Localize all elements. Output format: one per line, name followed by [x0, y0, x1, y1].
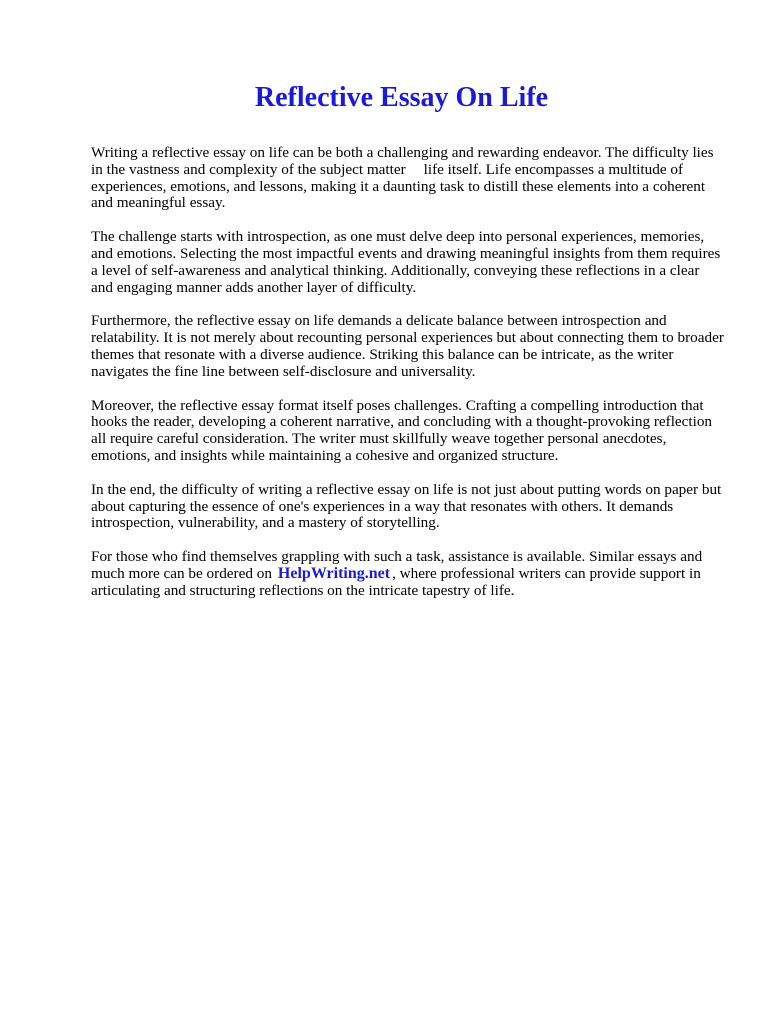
closing-after-link: , where professional writers can provide support in articulating and structuring reflections on the intricate tapestry of life. — [91, 564, 701, 599]
helpwriting-link[interactable]: HelpWriting.net — [277, 564, 391, 582]
paragraph-2: The challenge starts with introspection, as one must delve deep into personal experiences, memories, and emotions. Selecting the most impactful events and drawing meaningful insights from them requires a level of self-awareness and analytical thinking. Additionally, conveying these reflections in a clear and engaging manner adds another layer of difficulty. — [91, 228, 721, 296]
paragraph-4: Moreover, the reflective essay format itself poses challenges. Crafting a compelling introduction that hooks the reader, developing a coherent narrative, and concluding with a thought-provoking reflection all require careful consideration. The writer must skillfully weave together personal anecdotes, emotions, and insights while maintaining a cohesive and organized structure. — [91, 396, 713, 464]
paragraph-3: Furthermore, the reflective essay on life demands a delicate balance between introspection and relatability. It is not merely about recounting personal experiences but about connecting them to broader themes that resonate with a diverse audience. Striking this balance can be intricate, as the writer navigates the fine line between self-disclosure and universality. — [91, 312, 724, 380]
paragraph-1-lead: Writing a reflective essay on life can be both a challenging and rewarding endeavor. The difficulty lies in the vastness and complexity of the subject matter — [91, 144, 714, 178]
paragraph-5: In the end, the difficulty of writing a reflective essay on life is not just about putting words on paper but about capturing the essence of one's experiences in a way that resonates with others. It demands introspection, vulnerability, and a mastery of storytelling. — [91, 480, 722, 532]
page-title: Reflective Essay On Life — [254, 82, 549, 113]
paragraph-6 — [91, 549, 724, 599]
paragraph-1 — [91, 145, 724, 212]
closing-before-link: For those who find themselves grappling with such a task, assistance is available. Similar essays and much more can be ordered on — [91, 548, 703, 582]
paragraph-1-tail: life itself. Life encompasses a multitude of experiences, emotions, and lessons, making it a daunting task to distill these elements into a coherent and meaningful essay. — [91, 160, 706, 212]
